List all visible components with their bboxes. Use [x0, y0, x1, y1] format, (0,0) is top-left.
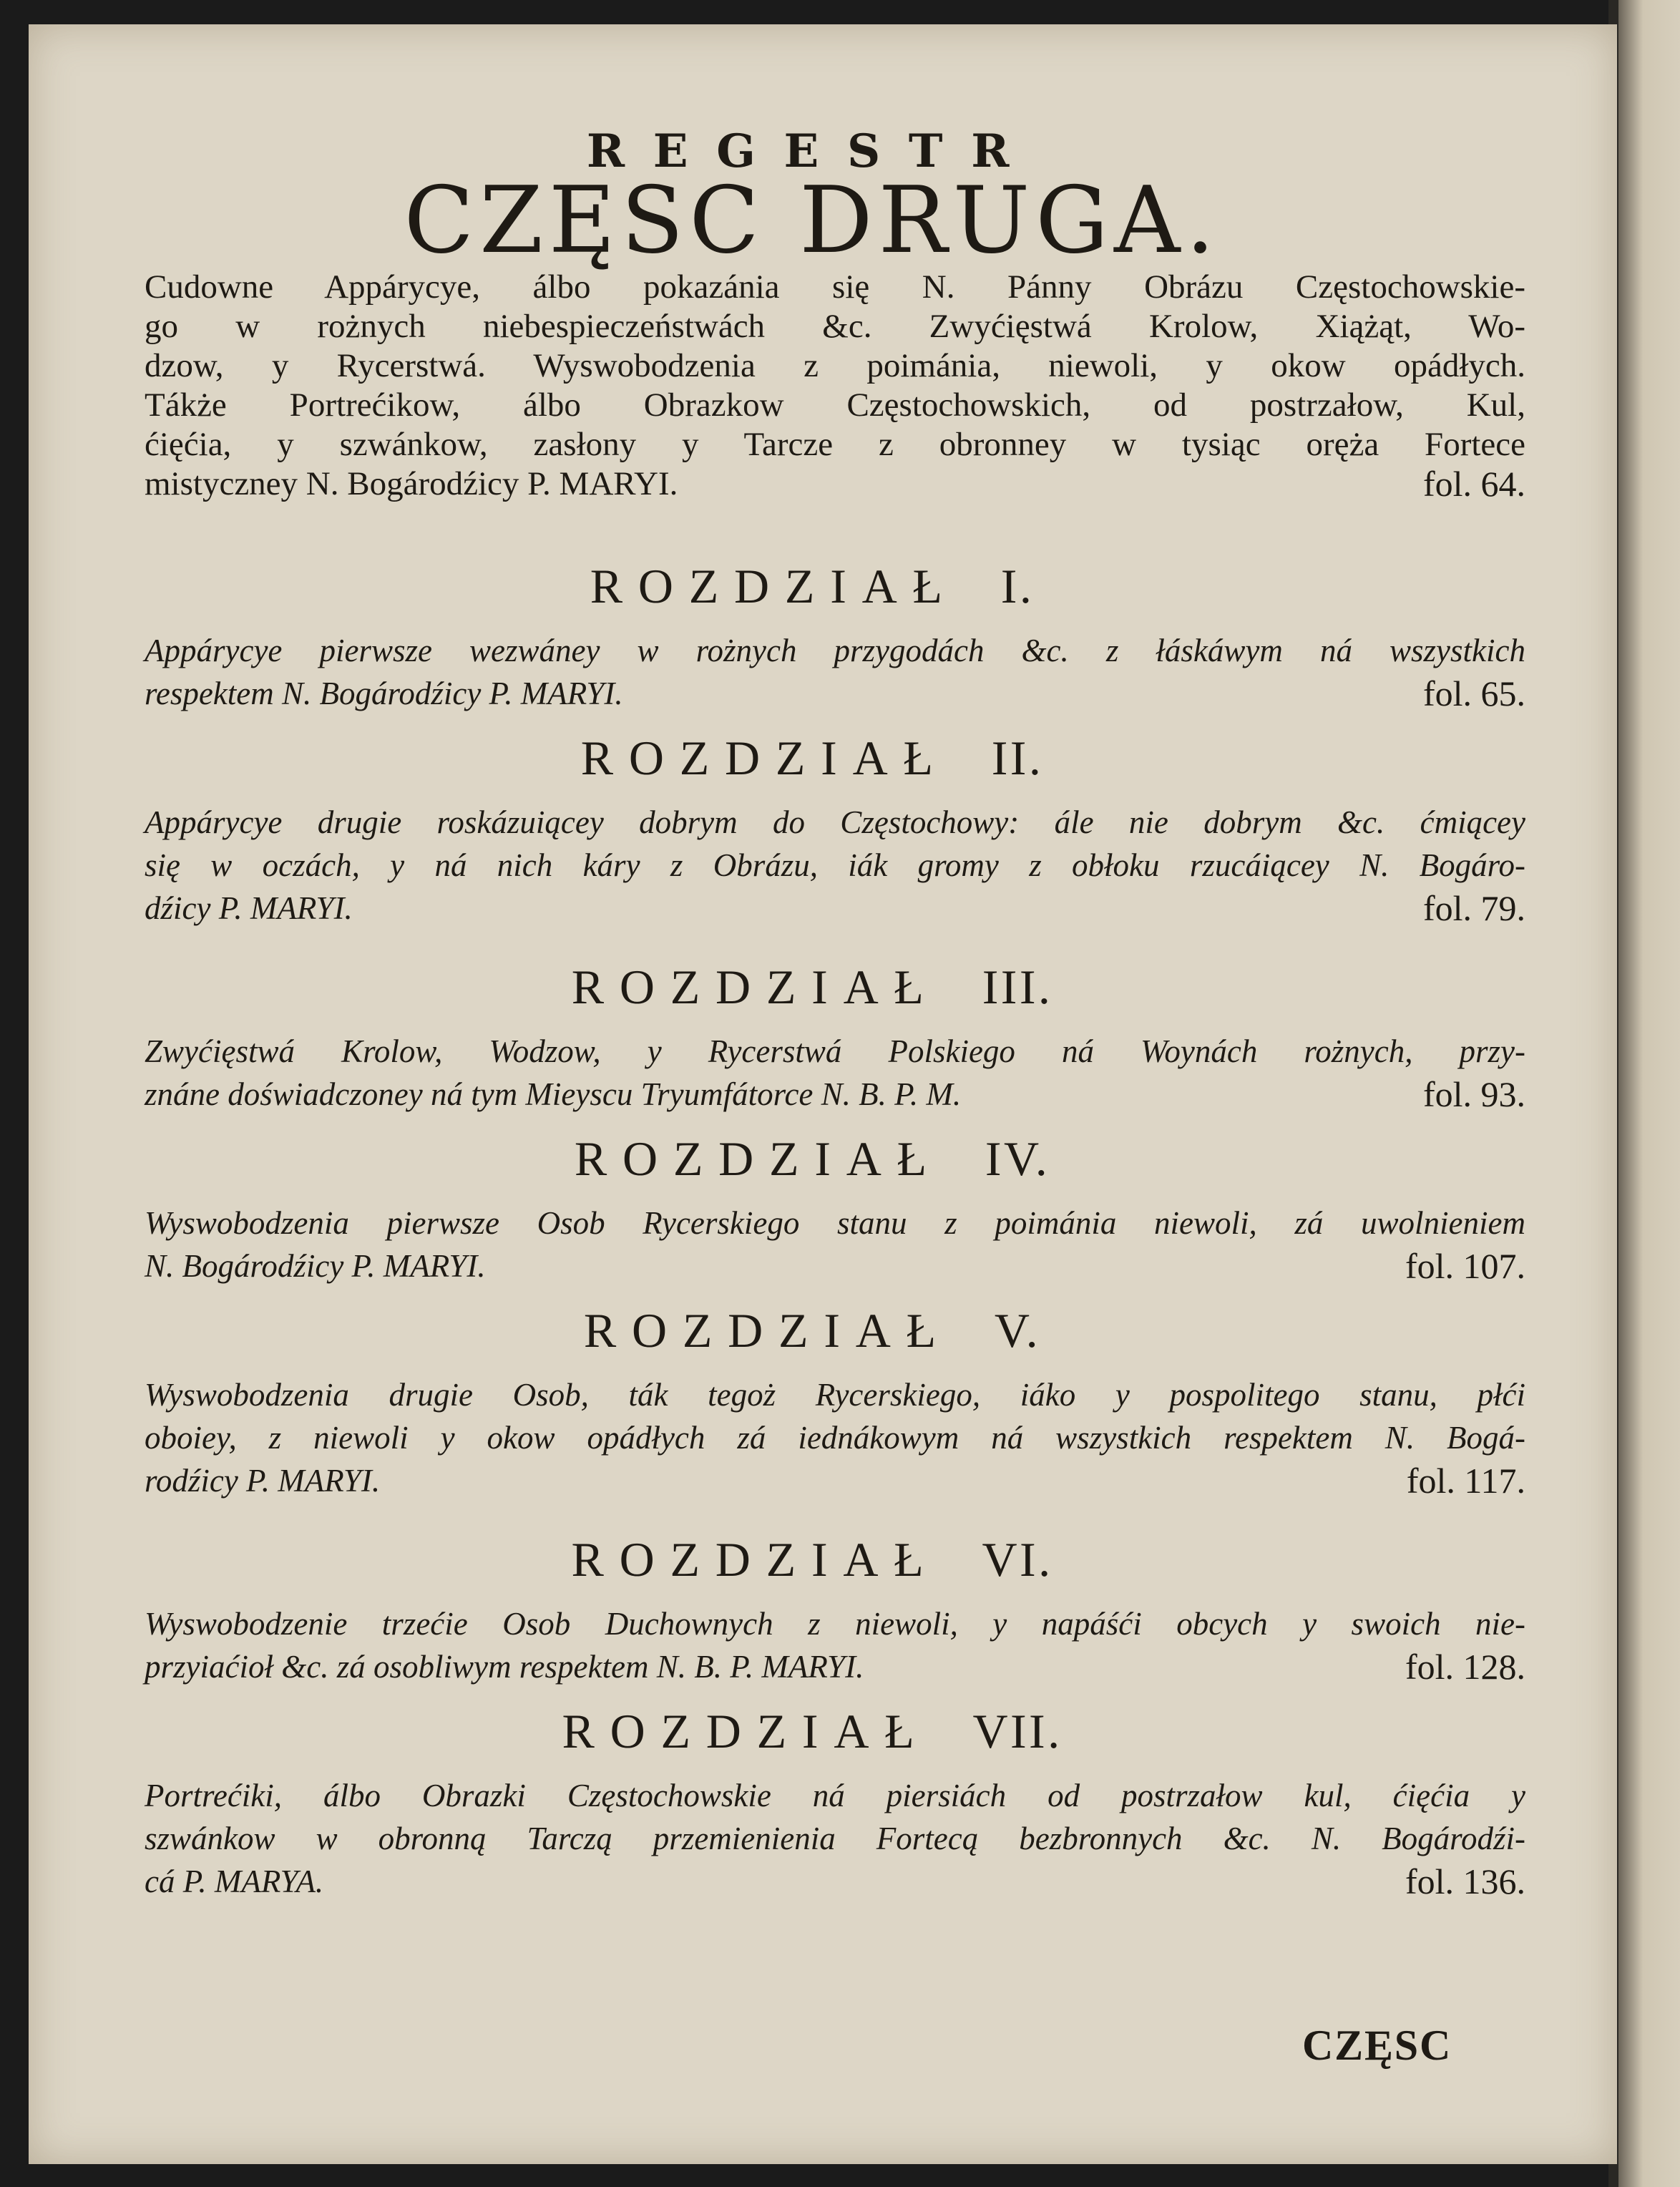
chapter-heading — [107, 729, 1517, 786]
folio-reference: fol. 107. — [1405, 1246, 1525, 1286]
description-line: Appárycye drugie roskázuiącey dobrym do Częstochowy: ále nie dobrym &c. ćmiącey — [145, 804, 1525, 840]
description-line: znáne doświadczoney ná tym Mieyscu Tryumfátorce N. B. P. M. — [145, 1076, 962, 1112]
description-last-line — [145, 1860, 1525, 1903]
chapter-number: V. — [994, 1303, 1041, 1358]
chapter-description — [145, 629, 1525, 715]
description-line: się w oczách, y ná nich káry z Obrázu, iák gromy z obłoku rzucáiącey N. Bogáro- — [145, 847, 1525, 883]
description-line: Wyswobodzenia pierwsze Osob Rycerskiego stanu z poimánia niewoli, zá uwolnieniem — [145, 1205, 1525, 1241]
folio-reference: fol. 65. — [1422, 673, 1525, 713]
book-page — [29, 24, 1617, 2164]
description-line: Zwyćięstwá Krolow, Wodzow, y Rycerstwá Polskiego ná Woynách rożnych, przy- — [145, 1033, 1525, 1069]
folio-reference: fol. 117. — [1406, 1461, 1525, 1501]
chapter-description — [145, 1602, 1525, 1688]
chapter-label: ROZDZIAŁ — [562, 1704, 930, 1758]
chapter-label: ROZDZIAŁ — [583, 1303, 952, 1358]
description-line: N. Bogárodźicy P. MARYI. — [145, 1248, 486, 1284]
chapter-number: II. — [991, 731, 1044, 785]
catchword: CZĘSC — [1302, 2022, 1452, 2069]
chapter-heading — [107, 1130, 1517, 1187]
folio-reference: fol. 93. — [1422, 1074, 1525, 1114]
description-last-line — [145, 1459, 1525, 1502]
description-last-line — [145, 672, 1525, 715]
intro-last-line — [145, 464, 1525, 504]
description-last-line — [145, 1245, 1525, 1287]
intro-line: Cudowne Appárycye, álbo pokazánia się N. Pánny Obrázu Częstochowskie- — [145, 268, 1525, 306]
description-line: cá P. MARYA. — [145, 1864, 324, 1899]
description-line: rodźicy P. MARYI. — [145, 1463, 381, 1499]
folio-reference: fol. 128. — [1405, 1647, 1525, 1687]
description-line: przyiaćioł &c. zá osobliwym respektem N. B. P. MARYI. — [145, 1649, 864, 1685]
description-last-line — [145, 1073, 1525, 1116]
intro-line: go w rożnych niebespieczeństwách &c. Zwyćięstwá Krolow, Xiążąt, Wo- — [145, 308, 1525, 345]
chapter-heading — [107, 1531, 1517, 1588]
intro-line: mistyczney N. Bogárodźicy P. MARYI. — [145, 465, 678, 502]
chapter-number: III. — [982, 960, 1053, 1014]
description-line: dźicy P. MARYI. — [145, 890, 353, 926]
description-line: Portrećiki, álbo Obrazki Częstochowskie ná piersiách od postrzałow kul, ćięćia y — [145, 1778, 1525, 1813]
part-title: CZĘSC DRUGA. — [404, 167, 1221, 274]
adjacent-page-edge — [1618, 0, 1680, 2187]
chapter-description — [145, 1373, 1525, 1502]
intro-paragraph — [145, 268, 1525, 504]
chapter-description — [145, 801, 1525, 930]
folio-reference: fol. 136. — [1405, 1861, 1525, 1901]
chapter-number: I. — [1000, 559, 1035, 613]
chapter-label: ROZDZIAŁ — [580, 731, 949, 785]
chapter-description — [145, 1030, 1525, 1116]
chapter-description — [145, 1202, 1525, 1287]
description-line: respektem N. Bogárodźicy P. MARYI. — [145, 676, 623, 711]
description-line: oboiey, z niewoli y okow opádłych zá iednákowym ná wszystkich respektem N. Bogá- — [145, 1420, 1525, 1456]
description-line: Wyswobodzenia drugie Osob, ták tegoż Rycerskiego, iáko y pospolitego stanu, płći — [145, 1377, 1525, 1413]
description-last-line — [145, 1645, 1525, 1688]
description-last-line — [145, 887, 1525, 930]
intro-line: dzow, y Rycerstwá. Wyswobodzenia z poimánia, niewoli, y okow opádłych. — [145, 347, 1525, 384]
chapter-label: ROZDZIAŁ — [571, 960, 939, 1014]
chapter-heading — [107, 958, 1517, 1015]
description-line: szwánkow w obronną Tarczą przemienienia Fortecą bezbronnych &c. N. Bogárodźi- — [145, 1821, 1525, 1856]
chapter-heading — [107, 1703, 1517, 1760]
chapter-heading — [107, 557, 1517, 615]
chapter-label: ROZDZIAŁ — [590, 559, 958, 613]
folio-reference: fol. 64. — [1422, 464, 1525, 504]
intro-line: Tákże Portrećikow, álbo Obrazkow Częstochowskich, od postrzałow, Kul, — [145, 386, 1525, 424]
description-line: Wyswobodzenie trzećie Osob Duchownych z niewoli, y napáśći obcych y swoich nie- — [145, 1606, 1525, 1642]
chapter-description — [145, 1774, 1525, 1903]
chapter-number: IV. — [985, 1131, 1050, 1186]
intro-line: ćięćia, y szwánkow, zasłony y Tarcze z obronney w tysiąc oręża Fortece — [145, 426, 1525, 463]
chapter-number: VII. — [972, 1704, 1063, 1758]
page-header: REGESTR — [586, 125, 1038, 178]
folio-reference: fol. 79. — [1422, 888, 1525, 928]
chapter-label: ROZDZIAŁ — [574, 1131, 942, 1186]
description-line: Appárycye pierwsze wezwáney w rożnych przygodách &c. z łáskáwym ná wszystkich — [145, 633, 1525, 668]
chapter-number: VI. — [982, 1532, 1053, 1587]
chapter-heading — [107, 1302, 1517, 1359]
chapter-label: ROZDZIAŁ — [571, 1532, 939, 1587]
